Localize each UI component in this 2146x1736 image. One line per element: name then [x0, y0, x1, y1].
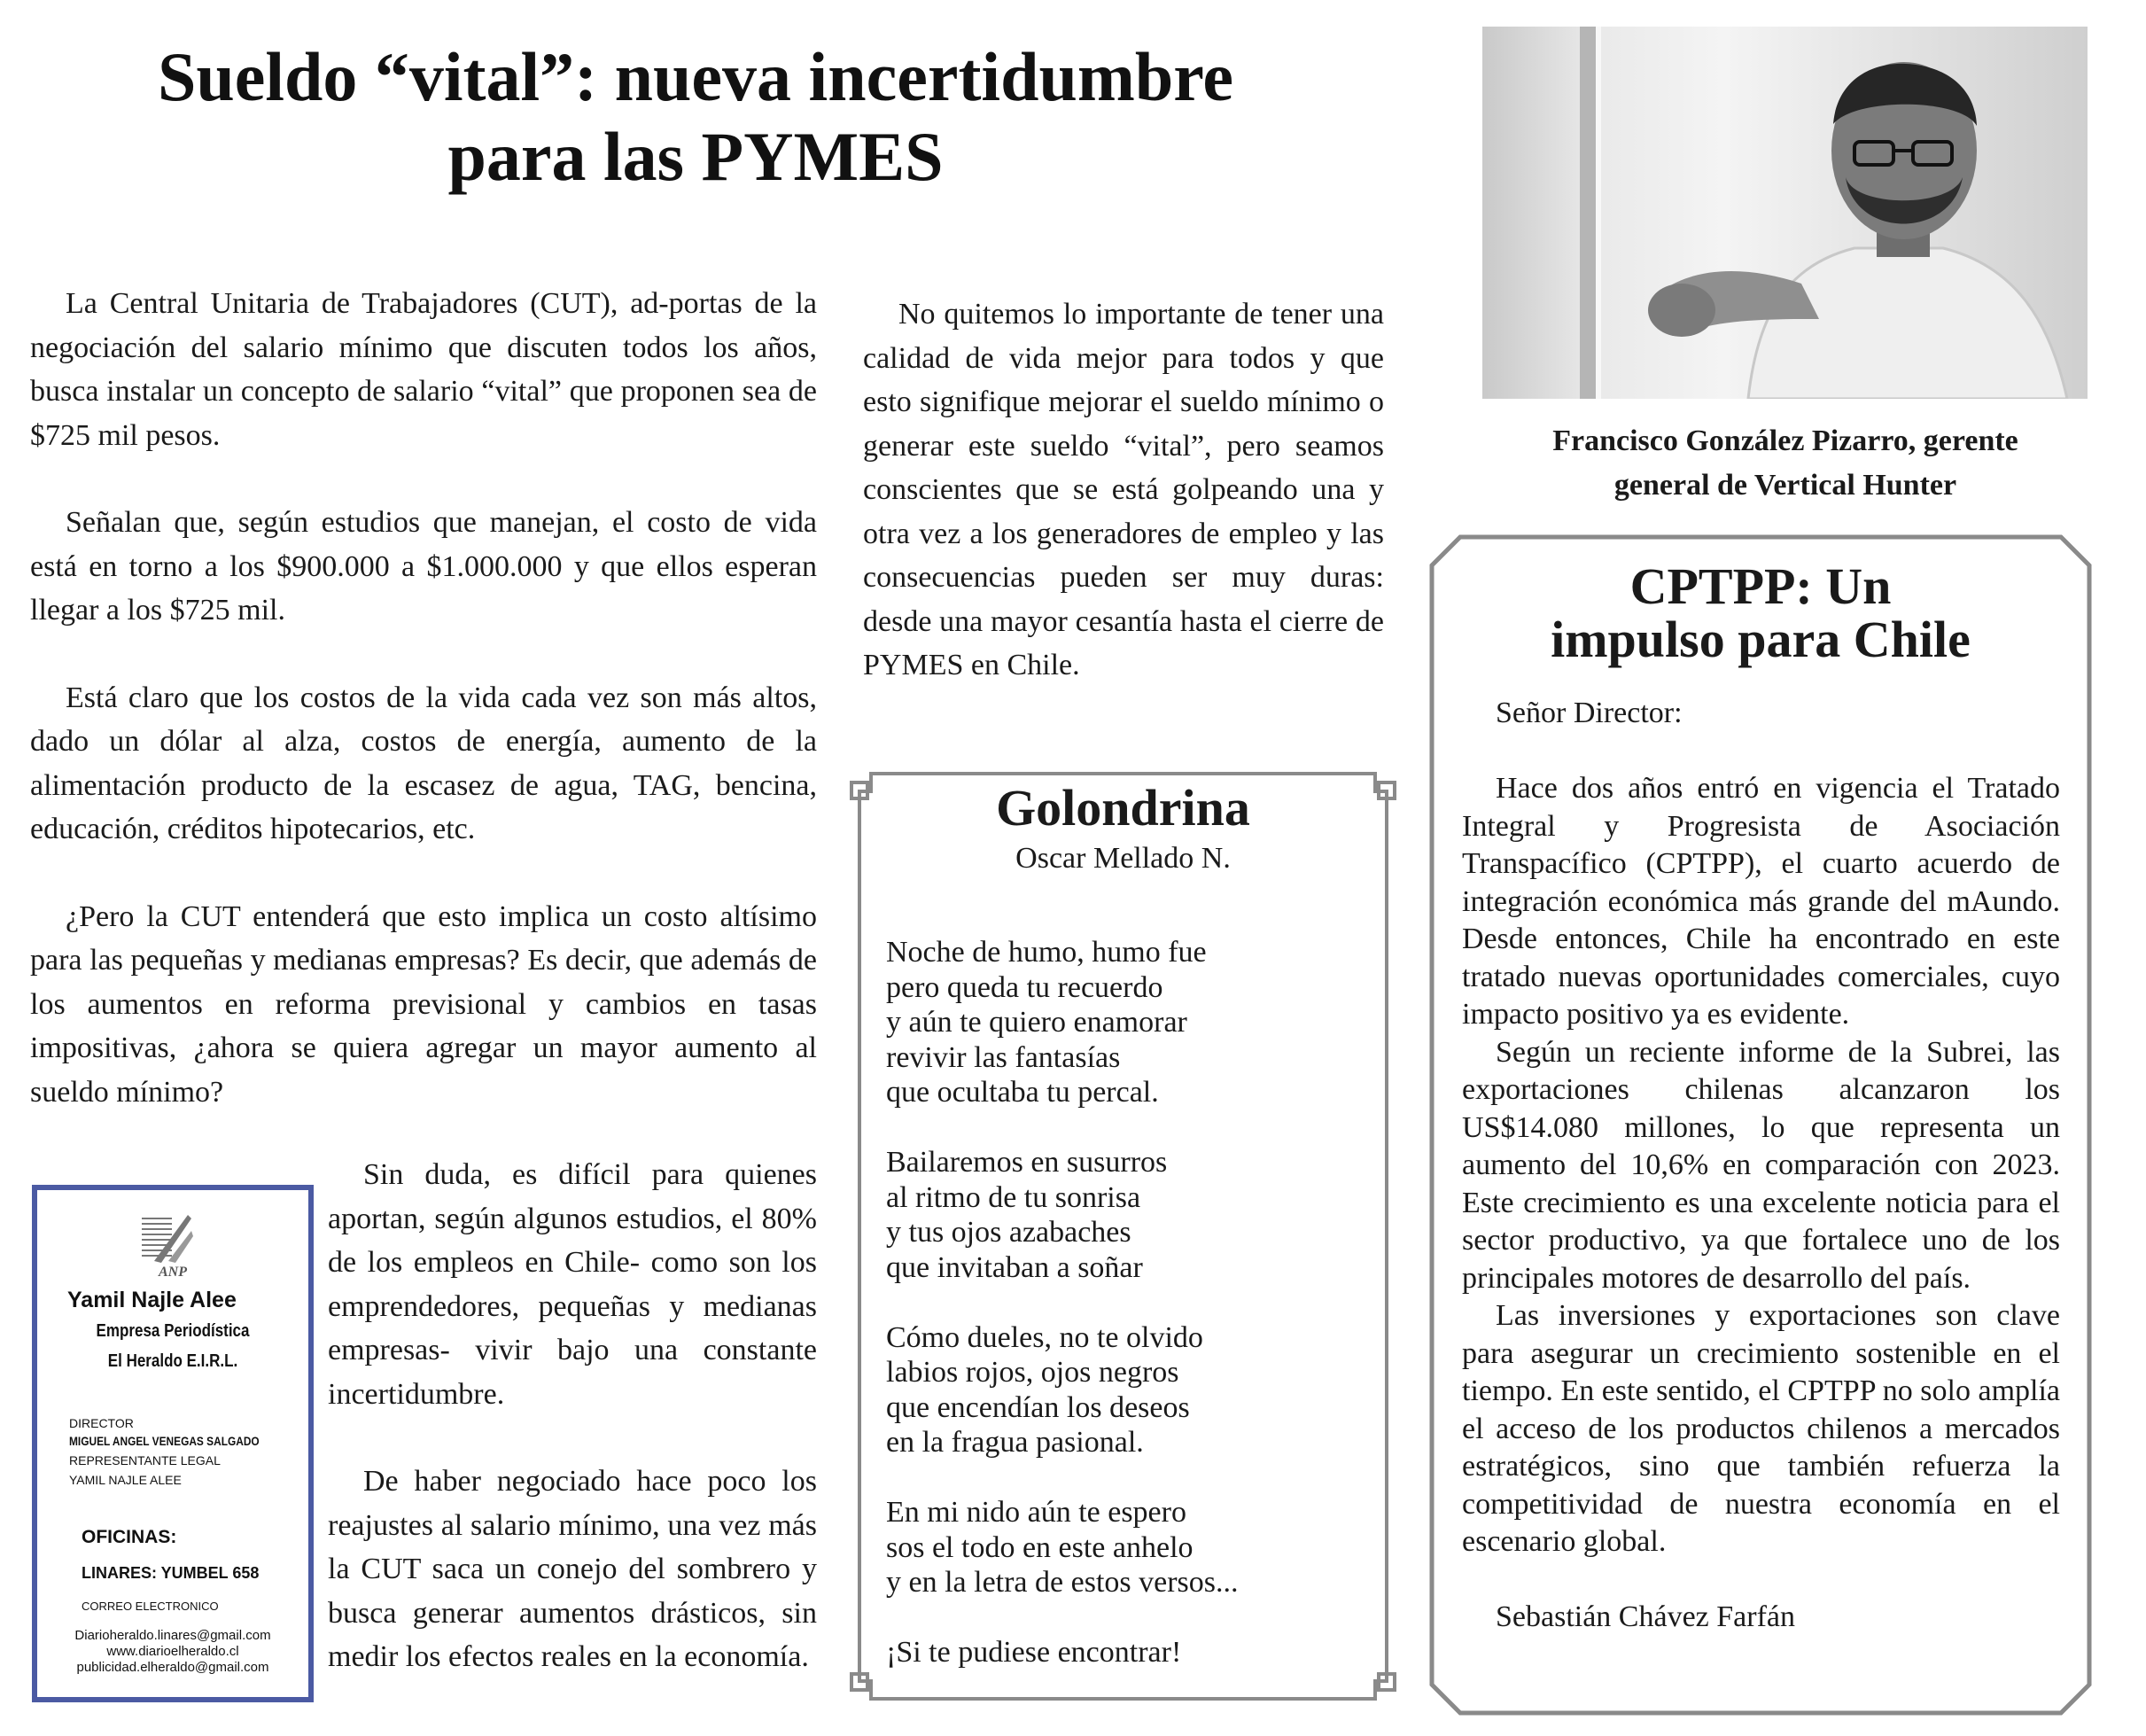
article-bottom-column [328, 1153, 817, 1679]
masthead-box [32, 1185, 314, 1702]
article-paragraph: Señalan que, según estudios que manejan, el costo de vida está en torno a los $900.000 a $1.000.000 y que ellos esperan llegar a los $725 mil. [30, 506, 817, 627]
poem-line: que invitaban a soñar [886, 1250, 1143, 1284]
email-label: CORREO ELECTRONICO [82, 1600, 219, 1613]
article-paragraph: De haber negociado hace poco los reajustes al salario mínimo, una vez más la CUT saca un conejo del sombrero y busca generar aumentos drásticos, sin medir los efectos reales en la economía. [328, 1465, 817, 1673]
poem-stanza [886, 1145, 1382, 1285]
offices-label: OFICINAS: [82, 1527, 177, 1547]
poem-line: y aún te quiero enamorar [886, 1006, 1187, 1039]
poem-stanza [886, 935, 1382, 1110]
article-left-column [30, 282, 817, 1114]
letter-paragraph: Según un reciente informe de la Subrei, las exportaciones chilenas alcanzaron los US$14.080 millones, lo que representa un aumento del 10,6% en comparación con 2023. Este crecimiento es una excelente noticia para el sector productivo, ya que fortalece uno de los principales motores de desarrollo del país. [1462, 1035, 2060, 1295]
director-name: MIGUEL ANGEL VENEGAS SALGADO [69, 1434, 260, 1448]
photo-caption [1418, 419, 2146, 508]
poem-line: Cómo dueles, no te olvido [886, 1320, 1203, 1354]
anp-logo-icon [136, 1210, 198, 1272]
poem-line: En mi nido aún te espero [886, 1496, 1186, 1529]
poem-line: que encendían los deseos [886, 1390, 1190, 1424]
poem-title: Golondrina [996, 779, 1250, 837]
poem-author: Oscar Mellado N. [1015, 842, 1231, 875]
letter-title [1428, 557, 2093, 668]
poem-line: al ritmo de tu sonrisa [886, 1180, 1141, 1214]
email-link[interactable]: publicidad.elheraldo@gmail.com [76, 1660, 269, 1675]
poem-stanza [886, 1320, 1382, 1460]
poem-line: Noche de humo, humo fue [886, 936, 1207, 969]
portrait-illustration [1482, 27, 2088, 399]
anp-logo-text: ANP [159, 1265, 187, 1280]
rep-label: REPRESENTANTE LEGAL [69, 1453, 221, 1467]
caption-line-2: general de Vertical Hunter [1613, 469, 1957, 502]
poem-line: revivir las fantasías [886, 1040, 1121, 1074]
article-middle-column [863, 292, 1384, 688]
letter-salutation: Señor Director: [1496, 697, 1683, 729]
letter-signature: Sebastián Chávez Farfán [1496, 1600, 1795, 1633]
director-label: DIRECTOR [69, 1416, 134, 1430]
poem-stanza [886, 1635, 1382, 1670]
headline-line-1: Sueldo “vital”: nueva incertidumbre [157, 38, 1234, 115]
rep-name: YAMIL NAJLE ALEE [69, 1473, 182, 1487]
article-paragraph: Está claro que los costos de la vida cada vez son más altos, dado un dólar al alza, costos de energía, aumento de la alimentación producto de la escasez de agua, TAG, bencina, educación, créditos hipotecarios, etc. [30, 681, 817, 845]
letter-paragraph: Hace dos años entró en vigencia el Tratado Integral y Progresista de Asociación Transpacífico (CPTPP), el cuarto acuerdo de integración económica más grande del mAundo. Desde entonces, Chile ha encontrado en este tratado nuevas oportunidades comerciales, cuyo impacto positivo ya es evidente. [1462, 772, 2060, 1031]
portrait-photo [1482, 27, 2088, 399]
email-link[interactable]: Diarioheraldo.linares@gmail.com [74, 1628, 271, 1643]
poem-line: pero queda tu recuerdo [886, 970, 1163, 1004]
poem-body [886, 935, 1382, 1705]
poem-line: y tus ojos azabaches [886, 1216, 1131, 1249]
poem-line: ¡Si te pudiese encontrar! [886, 1636, 1182, 1669]
poem-line: en la fragua pasional. [886, 1426, 1144, 1459]
headline [27, 37, 1365, 197]
article-paragraph: Sin duda, es difícil para quienes aportan, según algunos estudios, el 80% de los empleos en Chile- como son los emprendedores, pequeñas y medianas empresas- vivir bajo una constante incertidumbre. [328, 1158, 817, 1411]
poem-box [846, 758, 1400, 1715]
company-name-1: Empresa Periodística [96, 1321, 250, 1341]
headline-line-2: para las PYMES [447, 118, 944, 195]
poem-line: labios rojos, ojos negros [886, 1356, 1179, 1389]
letter-body [1462, 695, 2060, 1637]
poem-stanza [886, 1495, 1382, 1600]
contact-list [37, 1628, 308, 1676]
article-paragraph: No quitemos lo importante de tener una calidad de vida mejor para todos y que esto signifique mejorar el sueldo mínimo o generar este sueldo “vital”, pero seamos conscientes que se está golpeando una y otra vez a los generadores de empleo y las consecuencias pueden ser muy duras: desde una mayor cesantía hasta el cierre de PYMES en Chile. [863, 298, 1384, 681]
owner-name: Yamil Najle Alee [67, 1288, 237, 1312]
website-link[interactable]: www.diarioelheraldo.cl [106, 1644, 239, 1659]
letter-title-line-2: impulso para Chile [1551, 611, 1971, 668]
caption-line-1: Francisco González Pizarro, gerente [1552, 424, 2018, 457]
poem-line: que ocultaba tu percal. [886, 1076, 1159, 1109]
offices-value: LINARES: YUMBEL 658 [82, 1564, 260, 1582]
company-name-2: El Heraldo E.I.R.L. [107, 1351, 238, 1371]
poem-line: Bailaremos en susurros [886, 1146, 1168, 1179]
article-paragraph: La Central Unitaria de Trabajadores (CUT), ad-portas de la negociación del salario mínimo que discuten todos los años, busca instalar un concepto de salario “vital” que proponen sea de $725 mil pesos. [30, 287, 817, 452]
letter-paragraph: Las inversiones y exportaciones son clave para asegurar un crecimiento sostenible en el tiempo. En este sentido, el CPTPP no solo amplía el acceso de los productos chilenos a mercados estratégicos, sino que también refuerza la competitividad de nuestra economía en el escenario global. [1462, 1299, 2060, 1558]
article-paragraph: ¿Pero la CUT entenderá que esto implica un costo altísimo para las pequeñas y medianas empresas? Es decir, que además de los aumentos en reforma previsional y cambios en tasas impositivas, ¿ahora se quiera agregar un mayor aumento al sueldo mínimo? [30, 899, 817, 1109]
poem-line: sos el todo en este anhelo [886, 1530, 1194, 1564]
letter-title-line-1: CPTPP: Un [1629, 557, 1892, 615]
poem-line: y en la letra de estos versos... [886, 1566, 1239, 1599]
letter-box [1428, 533, 2093, 1717]
